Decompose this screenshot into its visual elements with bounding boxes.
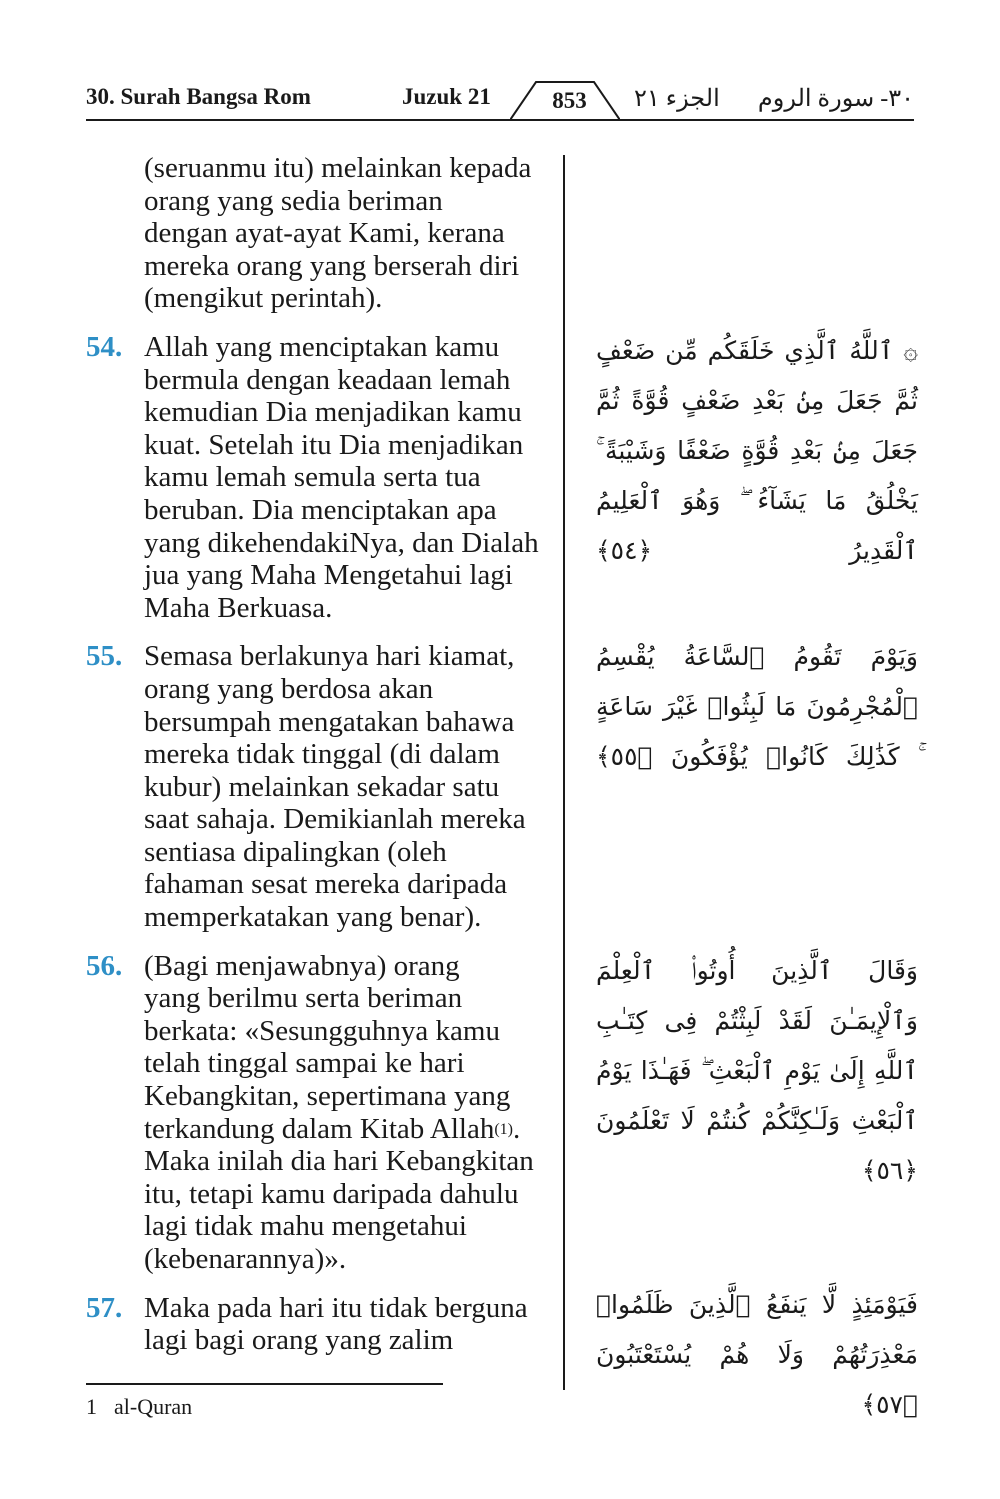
header-rule bbox=[86, 119, 914, 121]
text-line: lagi bagi orang yang zalim bbox=[144, 1324, 454, 1357]
text-line: memperkatakan yang benar). bbox=[144, 901, 482, 934]
text-line: (mengikut perintah). bbox=[144, 282, 383, 315]
continued-translation bbox=[86, 152, 564, 315]
footnote bbox=[86, 1394, 192, 1420]
verse-57-arabic: فَيَوْمَئِذٍ لَّا يَنفَعُ ٱلَّذِينَ ظَلَمُوا۟ مَعْذِرَتُهُمْ وَلَا هُمْ يُسْتَعْتَبُونَ ﴿٥٧﴾ bbox=[596, 1290, 918, 1419]
translation-column bbox=[86, 152, 564, 1357]
verse-number: 56. bbox=[86, 949, 123, 982]
text-line: bermula dengan keadaan lemah bbox=[144, 363, 511, 396]
footnote-text: al-Quran bbox=[114, 1394, 193, 1419]
verse-number: 57. bbox=[86, 1291, 123, 1324]
verse-55-arabic: وَيَوْمَ تَقُومُ ٱلسَّاعَةُ يُقْسِمُ ٱلْمُجْرِمُونَ مَا لَبِثُوا۟ غَيْرَ سَاعَةٍ ۚ كَذَٰلِكَ كَانُوا۟ يُؤْفَكُونَ ﴿٥٥﴾ bbox=[596, 642, 918, 771]
text-line: terkandung dalam Kitab Allah bbox=[144, 1112, 495, 1145]
text-line: Maka pada hari itu tidak berguna bbox=[144, 1291, 528, 1324]
text-line: yang berilmu serta beriman bbox=[144, 982, 463, 1015]
surah-title-latin: 30. Surah Bangsa Rom bbox=[86, 84, 311, 109]
page-header bbox=[86, 78, 914, 122]
text-line: (seruanmu itu) melainkan kepada bbox=[144, 152, 532, 184]
text-line: dengan ayat-ayat Kami, kerana bbox=[144, 217, 505, 250]
verse-56-arabic: وَقَالَ ٱلَّذِينَ أُوتُوا۟ ٱلْعِلْمَ وَٱلْإِيمَـٰنَ لَقَدْ لَبِثْتُمْ فِى كِتَـٰبِ ٱللَّهِ إِلَىٰ يَوْمِ ٱلْبَعْثِ ۖ فَهَـٰذَا يَوْمُ ٱلْبَعْثِ وَلَـٰكِنَّكُمْ كُنتُمْ لَا تَعْلَمُونَ ﴿٥٦﴾ bbox=[596, 956, 918, 1185]
text-line-with-footnote bbox=[144, 1113, 564, 1146]
line-end-punctuation: . bbox=[512, 1112, 521, 1145]
text-line: sentiasa dipalingkan (oleh bbox=[144, 835, 447, 868]
verse-57-translation bbox=[86, 1292, 564, 1357]
verse-54-arabic: ۞ ٱللَّهُ ٱلَّذِي خَلَقَكُم مِّن ضَعْفٍ ثُمَّ جَعَلَ مِنۢ بَعْدِ ضَعْفٍ قُوَّةً ثُمَّ جَعَلَ مِنۢ بَعْدِ قُوَّةٍ ضَعْفًا وَشَيْبَةً ۚ يَخْلُقُ مَا يَشَآءُ ۖ وَهُوَ ٱلْعَلِيمُ ٱلْقَدِيرُ ﴿٥٤﴾ bbox=[596, 336, 918, 565]
juz-label-arabic: الجزء ٢١ bbox=[634, 86, 720, 112]
text-line: Kebangkitan, sepertimana yang bbox=[144, 1080, 511, 1113]
verse-55-translation bbox=[86, 640, 564, 933]
text-line: (kebenarannya)». bbox=[144, 1243, 347, 1275]
verse-number: 54. bbox=[86, 330, 123, 363]
footnote-number: 1 bbox=[86, 1394, 97, 1419]
footnote-rule bbox=[86, 1383, 443, 1385]
text-line: Allah yang menciptakan kamu bbox=[144, 330, 500, 363]
verse-number: 55. bbox=[86, 640, 123, 673]
text-line: beruban. Dia menciptakan apa bbox=[144, 493, 497, 526]
text-line: kubur) melainkan sekadar satu bbox=[144, 770, 500, 803]
text-line: orang yang berdosa akan bbox=[144, 672, 434, 705]
text-line: lagi tidak mahu mengetahui bbox=[144, 1210, 467, 1243]
text-line: (Bagi menjawabnya) orang bbox=[144, 949, 460, 982]
text-line: fahaman sesat mereka daripada bbox=[144, 868, 508, 901]
text-line: berkata: «Sesungguhnya kamu bbox=[144, 1014, 500, 1047]
text-line: kuat. Setelah itu Dia menjadikan bbox=[144, 428, 524, 461]
text-line: kamu lemah semula serta tua bbox=[144, 461, 481, 494]
text-line: yang dikehendakiNya, dan Dialah bbox=[144, 526, 539, 559]
footnote-reference: (1) bbox=[494, 1120, 513, 1138]
juz-label-latin: Juzuk 21 bbox=[402, 84, 491, 109]
surah-title-arabic: ٣٠- سورة الروم bbox=[757, 86, 914, 112]
text-line: telah tinggal sampai ke hari bbox=[144, 1047, 465, 1080]
page-number: 853 bbox=[552, 88, 587, 113]
text-line: Maha Berkuasa. bbox=[144, 591, 333, 624]
text-line: mereka tidak tinggal (di dalam bbox=[144, 738, 500, 771]
text-line: orang yang sedia beriman bbox=[144, 184, 443, 217]
text-line: jua yang Maha Mengetahui lagi bbox=[144, 559, 513, 592]
text-line: bersumpah mengatakan bahawa bbox=[144, 705, 515, 738]
verse-54-translation bbox=[86, 331, 564, 624]
text-line: itu, tetapi kamu daripada dahulu bbox=[144, 1177, 519, 1210]
text-line: Semasa berlakunya hari kiamat, bbox=[144, 640, 515, 673]
text-line: saat sahaja. Demikianlah mereka bbox=[144, 803, 526, 836]
text-line: kemudian Dia menjadikan kamu bbox=[144, 396, 522, 429]
text-line: Maka inilah dia hari Kebangkitan bbox=[144, 1145, 534, 1178]
text-line: mereka orang yang berserah diri bbox=[144, 249, 520, 282]
verse-56-translation bbox=[86, 950, 564, 1276]
